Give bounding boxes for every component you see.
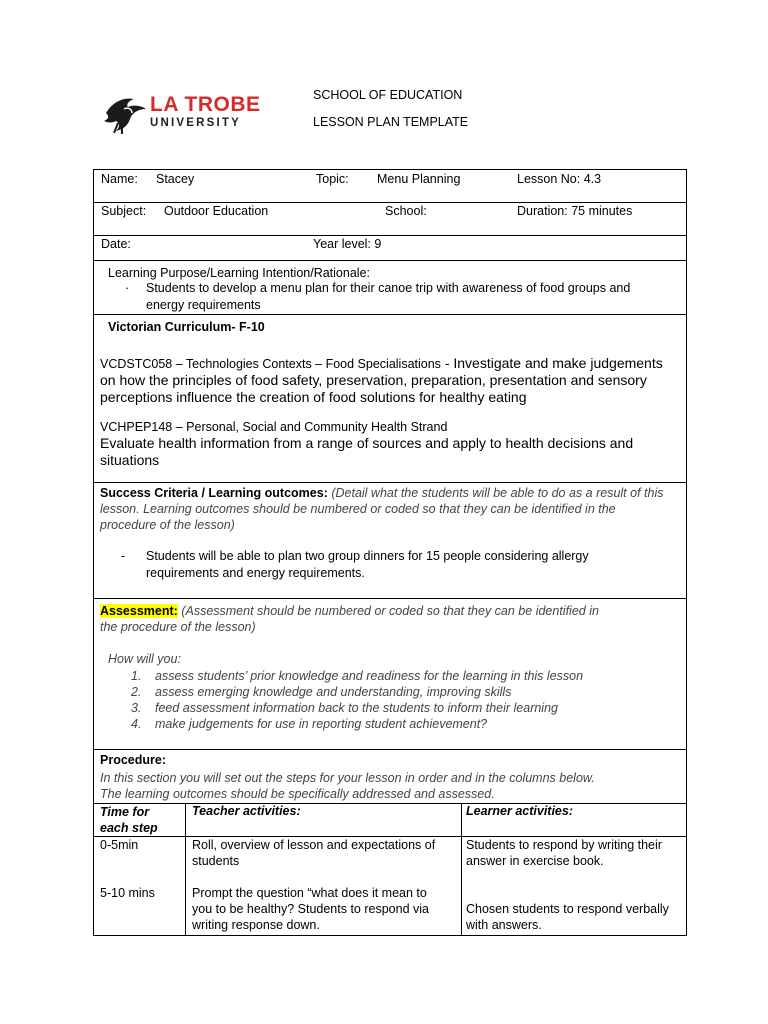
list-text: feed assessment information back to the students to inform their learning — [155, 701, 558, 715]
bullet-icon: · — [125, 281, 130, 295]
list-number: 4. — [131, 717, 142, 731]
school-label: School: — [385, 204, 427, 218]
logo-subtitle: UNIVERSITY — [150, 117, 242, 129]
col-header-teacher: Teacher activities: — [192, 804, 301, 818]
teacher-activity: Prompt the question “what does it mean to — [192, 886, 427, 900]
curriculum-code-2: VCHPEP148 – Personal, Social and Community Health Strand — [100, 420, 448, 434]
name-label: Name: — [101, 172, 138, 186]
curriculum-item-1: VCDSTC058 – Technologies Contexts – Food Specialisations - Investigate and make judgements on how the principles of food safety, preservation, preparation, presentation and sensory perceptions influence the creation of food solutions for healthy eating — [100, 355, 663, 405]
learner-activity-cont: answer in exercise book. — [466, 854, 604, 868]
date-label: Date: — [101, 237, 131, 251]
purpose-line-1: Students to develop a menu plan for their canoe trip with awareness of food groups and — [146, 281, 631, 295]
success-item-line-1: Students will be able to plan two group dinners for 15 people considering allergy — [146, 549, 589, 563]
assessment-list-item — [131, 717, 487, 731]
success-criteria-section — [93, 483, 687, 599]
name-value: Stacey — [156, 172, 195, 186]
dash-bullet: - — [121, 549, 126, 563]
curriculum-item-2: VCHPEP148 – Personal, Social and Community Health Strand Evaluate health information from a range of sources and apply to health decisions and situations — [100, 420, 634, 468]
learner-activity: Chosen students to respond verbally — [466, 902, 669, 916]
success-item-line-2: requirements and energy requirements. — [146, 566, 365, 580]
teacher-activity: Roll, overview of lesson and expectations of — [192, 838, 436, 852]
procedure-heading: Procedure: — [100, 753, 166, 767]
template-title: LESSON PLAN TEMPLATE — [313, 115, 469, 129]
info-row-name — [93, 169, 687, 203]
assessment-list-item — [131, 669, 583, 683]
teacher-activity-cont: students — [192, 854, 240, 868]
learner-activity: Students to respond by writing their — [466, 838, 662, 852]
how-will-you: How will you: — [108, 652, 181, 666]
procedure-note-1: In this section you will set out the steps for your lesson in order and in the columns below. — [100, 771, 595, 785]
list-text: assess students’ prior knowledge and readiness for the learning in this lesson — [155, 669, 584, 683]
assessment-heading: Assessment: — [100, 604, 178, 618]
learning-purpose-section — [93, 261, 687, 315]
assessment-text: Assessment: (Assessment should be numbered or coded so that they can be identified in the procedure of the lesson) — [100, 604, 599, 634]
logo-wordmark: LA TROBE — [150, 93, 261, 116]
procedure-table-body — [93, 837, 687, 936]
col-header-learner: Learner activities: — [466, 804, 573, 818]
info-row-subject — [93, 203, 687, 236]
school-title: SCHOOL OF EDUCATION — [313, 88, 463, 102]
list-number: 1. — [131, 669, 142, 683]
info-row-date — [93, 236, 687, 261]
col-header-time: Time for each step — [100, 805, 158, 835]
learner-activity-cont: with answers. — [466, 918, 542, 932]
duration: Duration: 75 minutes — [517, 204, 633, 218]
topic-value: Menu Planning — [377, 172, 461, 186]
topic-label: Topic: — [316, 172, 349, 186]
purpose-heading: Learning Purpose/Learning Intention/Rationale: — [108, 266, 371, 280]
assessment-list-item — [131, 701, 558, 715]
success-criteria-text: Success Criteria / Learning outcomes: (Detail what the students will be able to do as a result of this lesson. Learning outcomes should be numbered or coded so that they can be identified in the procedure of the lesson) — [100, 486, 664, 532]
procedure-table-header — [93, 804, 687, 837]
year-level: Year level: 9 — [313, 237, 382, 251]
procedure-section — [93, 750, 687, 804]
list-number: 2. — [131, 685, 142, 699]
curriculum-code-1: VCDSTC058 – Technologies Contexts – Food Specialisations — [100, 357, 441, 371]
list-text: assess emerging knowledge and understanding, improving skills — [155, 685, 512, 699]
curriculum-section — [93, 315, 687, 483]
step-time: 0-5min — [100, 838, 139, 852]
la-trobe-logo — [102, 93, 264, 137]
subject-value: Outdoor Education — [164, 204, 269, 218]
assessment-section — [93, 599, 687, 750]
lesson-plan-table — [93, 169, 687, 936]
list-text: make judgements for use in reporting student achievement? — [155, 717, 488, 731]
step-time: 5-10 mins — [100, 886, 155, 900]
list-number: 3. — [131, 701, 142, 715]
subject-label: Subject: — [101, 204, 147, 218]
teacher-activity-cont: you to be healthy? Students to respond via — [192, 902, 429, 916]
teacher-activity-cont: writing response down. — [192, 918, 320, 932]
curriculum-heading: Victorian Curriculum- F-10 — [108, 320, 265, 334]
assessment-list-item — [131, 685, 511, 699]
success-heading: Success Criteria / Learning outcomes: — [100, 486, 328, 500]
purpose-line-2: energy requirements — [146, 298, 261, 312]
procedure-note-2: The learning outcomes should be specifically addressed and assessed. — [100, 787, 495, 801]
lesson-number: Lesson No: 4.3 — [517, 172, 602, 186]
eagle-logo-icon — [102, 93, 148, 135]
